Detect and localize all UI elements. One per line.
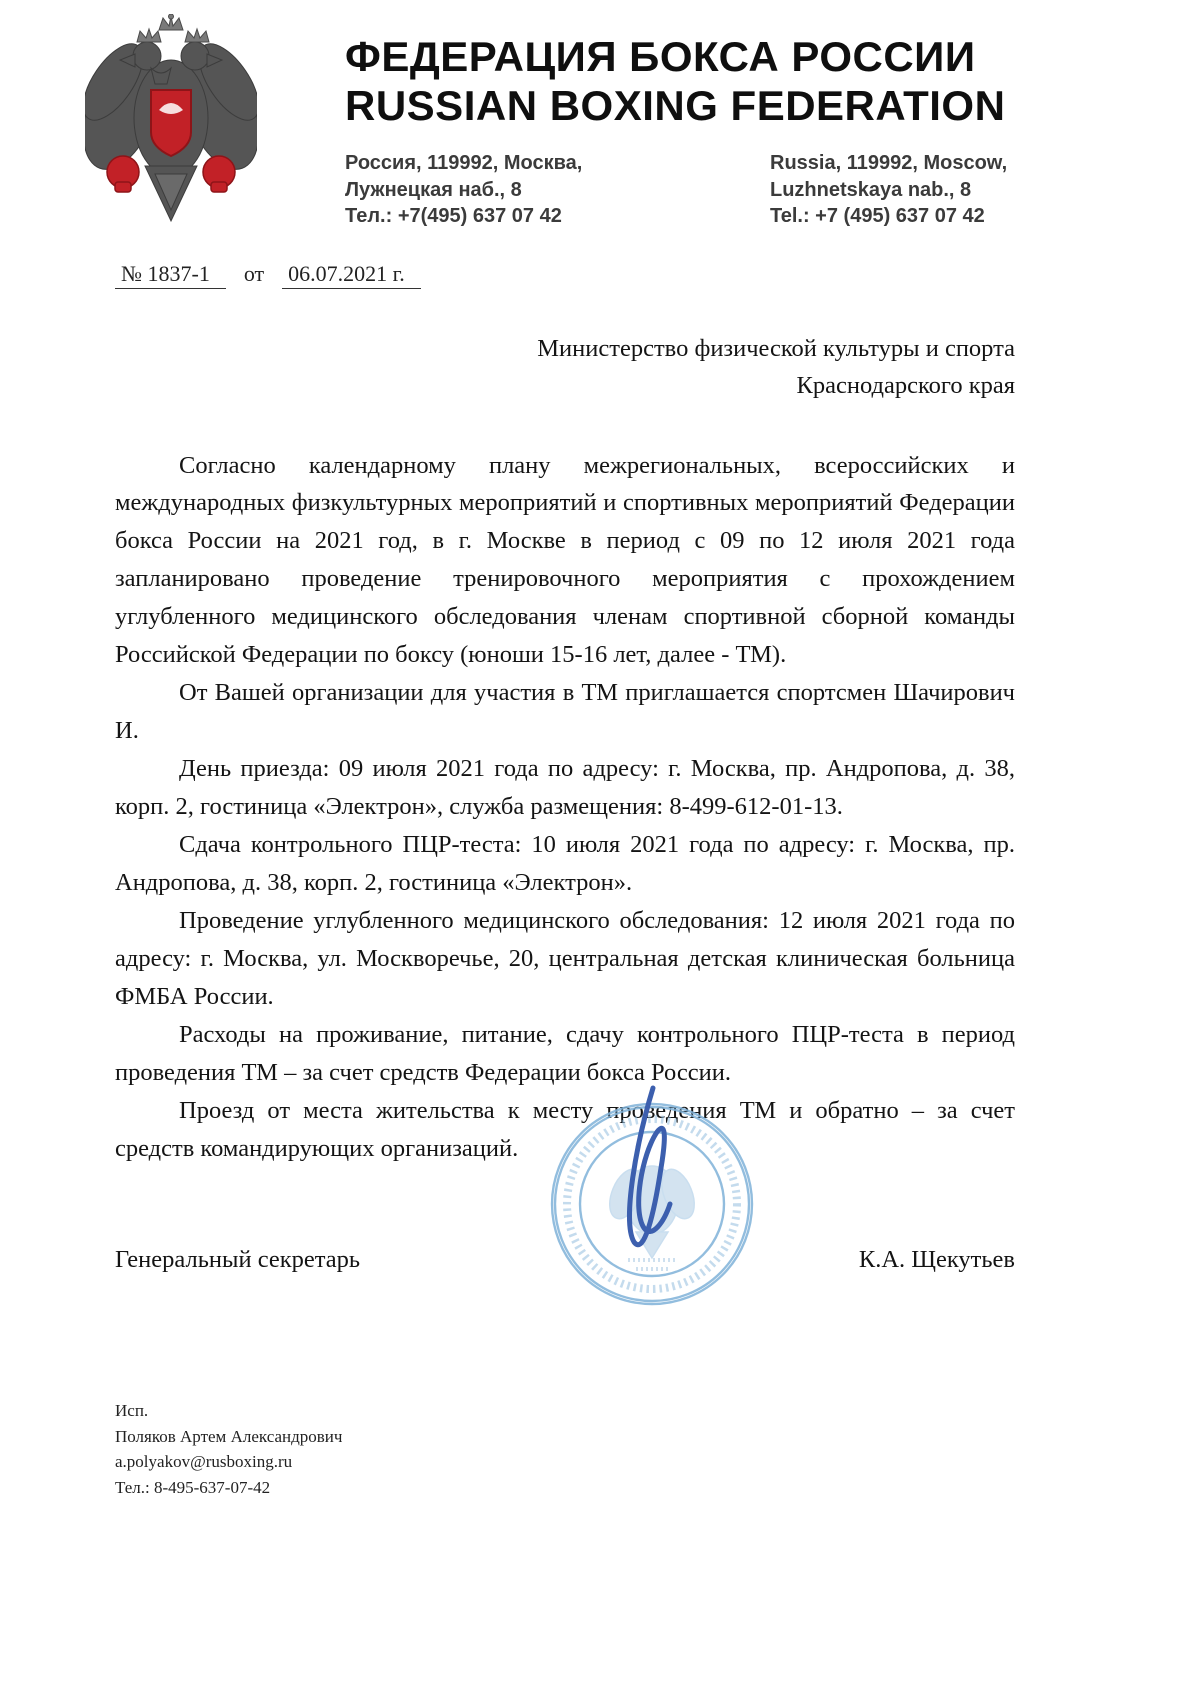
letterhead-text — [345, 14, 1130, 231]
executor-name: Поляков Артем Александрович — [115, 1426, 343, 1446]
body-paragraph-1: Согласно календарному плану межрегиональных, всероссийских и международных физкультурных мероприятий и спортивных мероприятий Федерации бокса России на 2021 год, в г. Москве в период с 09 по 12 июля 2021 года запланировано проведение тренировочного мероприятия с прохождением углубленного медицинского обследования членам спортивной сборной команды Российской Федерации по боксу (юноши 15-16 лет, далее - ТМ). — [115, 451, 1015, 669]
address-ru-line1: Россия, 119992, Москва, — [345, 152, 583, 175]
address-ru-line3: Тел.: +7(495) 637 07 42 — [345, 205, 562, 228]
executor-phone: Тел.: 8-495-637-07-42 — [115, 1477, 271, 1497]
signature-title: Генеральный секретарь — [115, 1245, 361, 1273]
body-paragraph-5: Проведение углубленного медицинского обследования: 12 июля 2021 года по адресу: г. Москва, ул. Москворечье, 20, центральная детская клиническая больница ФМБА России. — [115, 907, 1015, 1011]
reference-number: № 1837-1 — [115, 261, 226, 289]
letter-title-ru: ФЕДЕРАЦИЯ БОКСА РОССИИ — [345, 33, 976, 80]
recipient-line2: Краснодарского края — [796, 371, 1015, 399]
executor-email: a.polyakov@rusboxing.ru — [115, 1452, 293, 1471]
letter-title-en: RUSSIAN BOXING FEDERATION — [345, 82, 1006, 130]
signature-name: К.А. Щекутьев — [858, 1245, 1015, 1273]
reference-date: 06.07.2021 г. — [282, 261, 421, 289]
address-en-line3: Tel.: +7 (495) 637 07 42 — [770, 205, 985, 228]
body-paragraph-3: День приезда: 09 июля 2021 года по адресу: г. Москва, пр. Андропова, д. 38, корп. 2, гостиница «Электрон», служба размещения: 8-499-612-01-13. — [115, 755, 1015, 821]
body-paragraph-2: От Вашей организации для участия в ТМ приглашается спортсмен Шачирович И. — [115, 679, 1015, 745]
address-ru-line2: Лужнецкая наб., 8 — [345, 178, 522, 201]
recipient-line1: Министерство физической культуры и спорта — [537, 335, 1015, 362]
letter-body — [115, 447, 1015, 1168]
address-en-line1: Russia, 119992, Moscow, — [770, 152, 1008, 175]
official-stamp — [540, 1082, 765, 1317]
letterhead-addresses — [345, 150, 1130, 229]
address-ru — [345, 150, 770, 229]
recipient-block — [115, 331, 1015, 405]
letterhead — [0, 0, 1200, 231]
body-paragraph-4: Сдача контрольного ПЦР-теста: 10 июля 2021 года по адресу: г. Москва, пр. Андропова, д. 38, корп. 2, гостиница «Электрон». — [115, 831, 1015, 897]
address-en — [770, 150, 1007, 229]
executor-label: Исп. — [115, 1401, 149, 1420]
body-paragraph-7: Проезд от места жительства к месту проведения ТМ и обратно – за счет средств командирующих организаций. — [115, 1096, 1015, 1162]
body-paragraph-6: Расходы на проживание, питание, сдачу контрольного ПЦР-теста в период проведения ТМ – за счет средств Федерации бокса России. — [115, 1021, 1015, 1086]
executor-block — [115, 1398, 342, 1500]
reference-line — [115, 261, 1200, 287]
address-en-line2: Luzhnetskaya nab., 8 — [770, 178, 972, 201]
federation-emblem-icon — [85, 14, 257, 231]
reference-ot-label: от — [243, 261, 265, 286]
